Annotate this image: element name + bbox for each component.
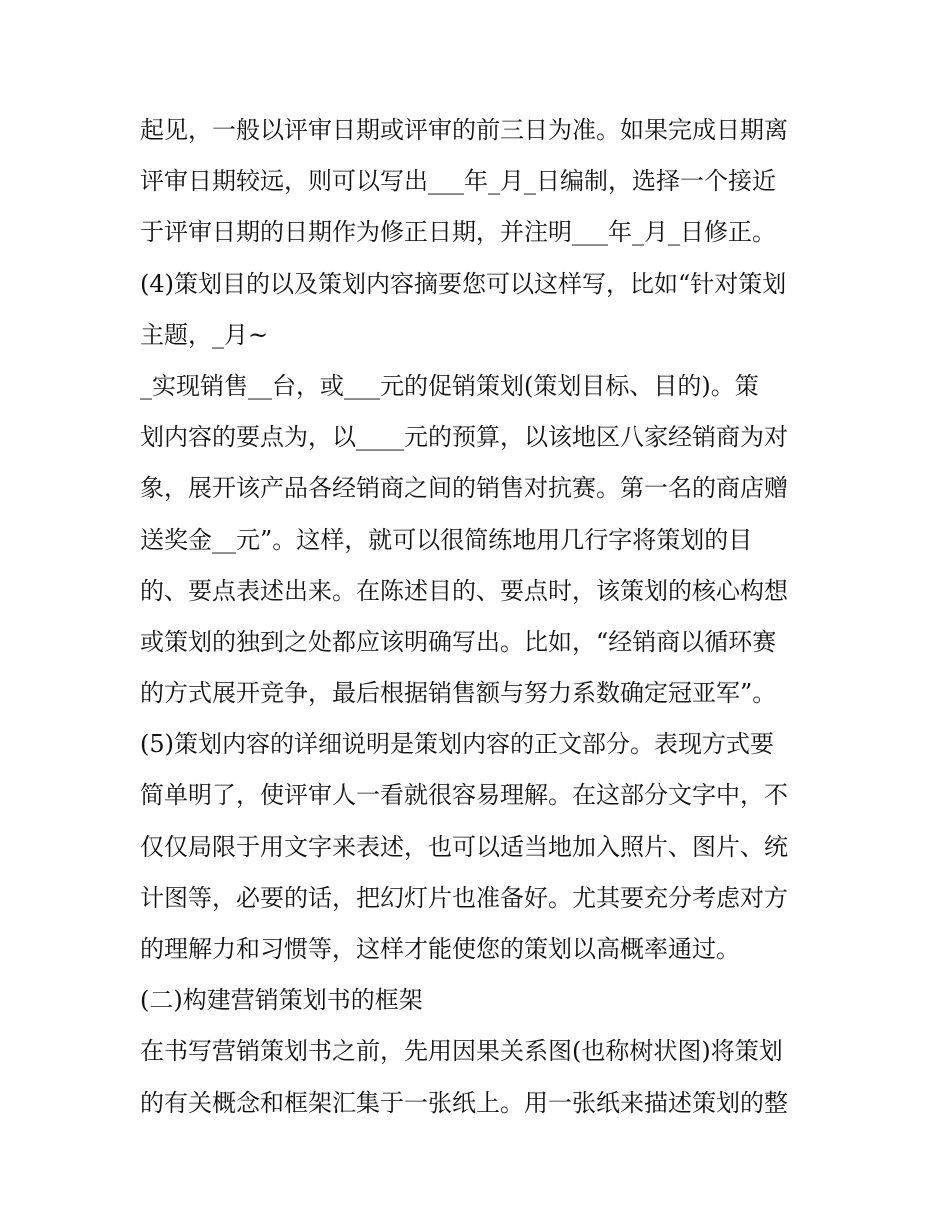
text-line: 象，展开该产品各经销商之间的销售对抗赛。第一名的商店赠 [140,474,788,503]
text-line: 送奖金__元”。这样，就可以很简练地用几行字将策划的目 [140,525,753,554]
text-line: 起见，一般以评审日期或评审的前三日为准。如果完成日期离 [140,116,788,144]
text-line: 划内容的要点为，以____元的预算，以该地区八家经销商为对 [140,423,788,452]
text-line: 的有关概念和框架汇集于一张纸上。用一张纸来描述策划的整 [140,1088,788,1117]
text-line: 于评审日期的日期作为修正日期，并注明___年_月_日修正。 [140,218,776,247]
text-line: 仅仅局限于用文字来表述，也可以适当地加入照片、图片、统 [140,832,788,861]
text-line: 的、要点表述出来。在陈述目的、要点时，该策划的核心构想 [140,576,788,605]
text-line: (5)策划内容的详细说明是策划内容的正文部分。表现方式要 [140,730,774,759]
text-line: 计图等，必要的话，把幻灯片也准备好。尤其要充分考虑对方 [140,883,788,912]
text-line: _实现销售__台，或___元的促销策划(策划目标、目的)。策 [140,371,759,400]
text-line: 主题，_月~ [140,320,269,349]
text-line: 或策划的独到之处都应该明确写出。比如，“经销商以循环赛 [140,627,777,656]
text-line: 的方式展开竞争，最后根据销售额与努力系数确定冠亚军”。 [140,679,777,708]
text-line: 评审日期较远，则可以写出___年_月_日编制，选择一个接近 [140,167,776,196]
text-line: 的理解力和习惯等，这样才能使您的策划以高概率通过。 [140,935,740,963]
document-body [140,105,820,1129]
text-line: (4)策划目的以及策划内容摘要您可以这样写，比如“针对策划 [140,269,787,298]
text-line: 简单明了，使评审人一看就很容易理解。在这部分文字中，不 [140,781,788,810]
section-heading: (二)构建营销策划书的框架 [140,986,423,1015]
text-line: 在书写营销策划书之前，先用因果关系图(也称树状图)将策划 [140,1037,783,1066]
